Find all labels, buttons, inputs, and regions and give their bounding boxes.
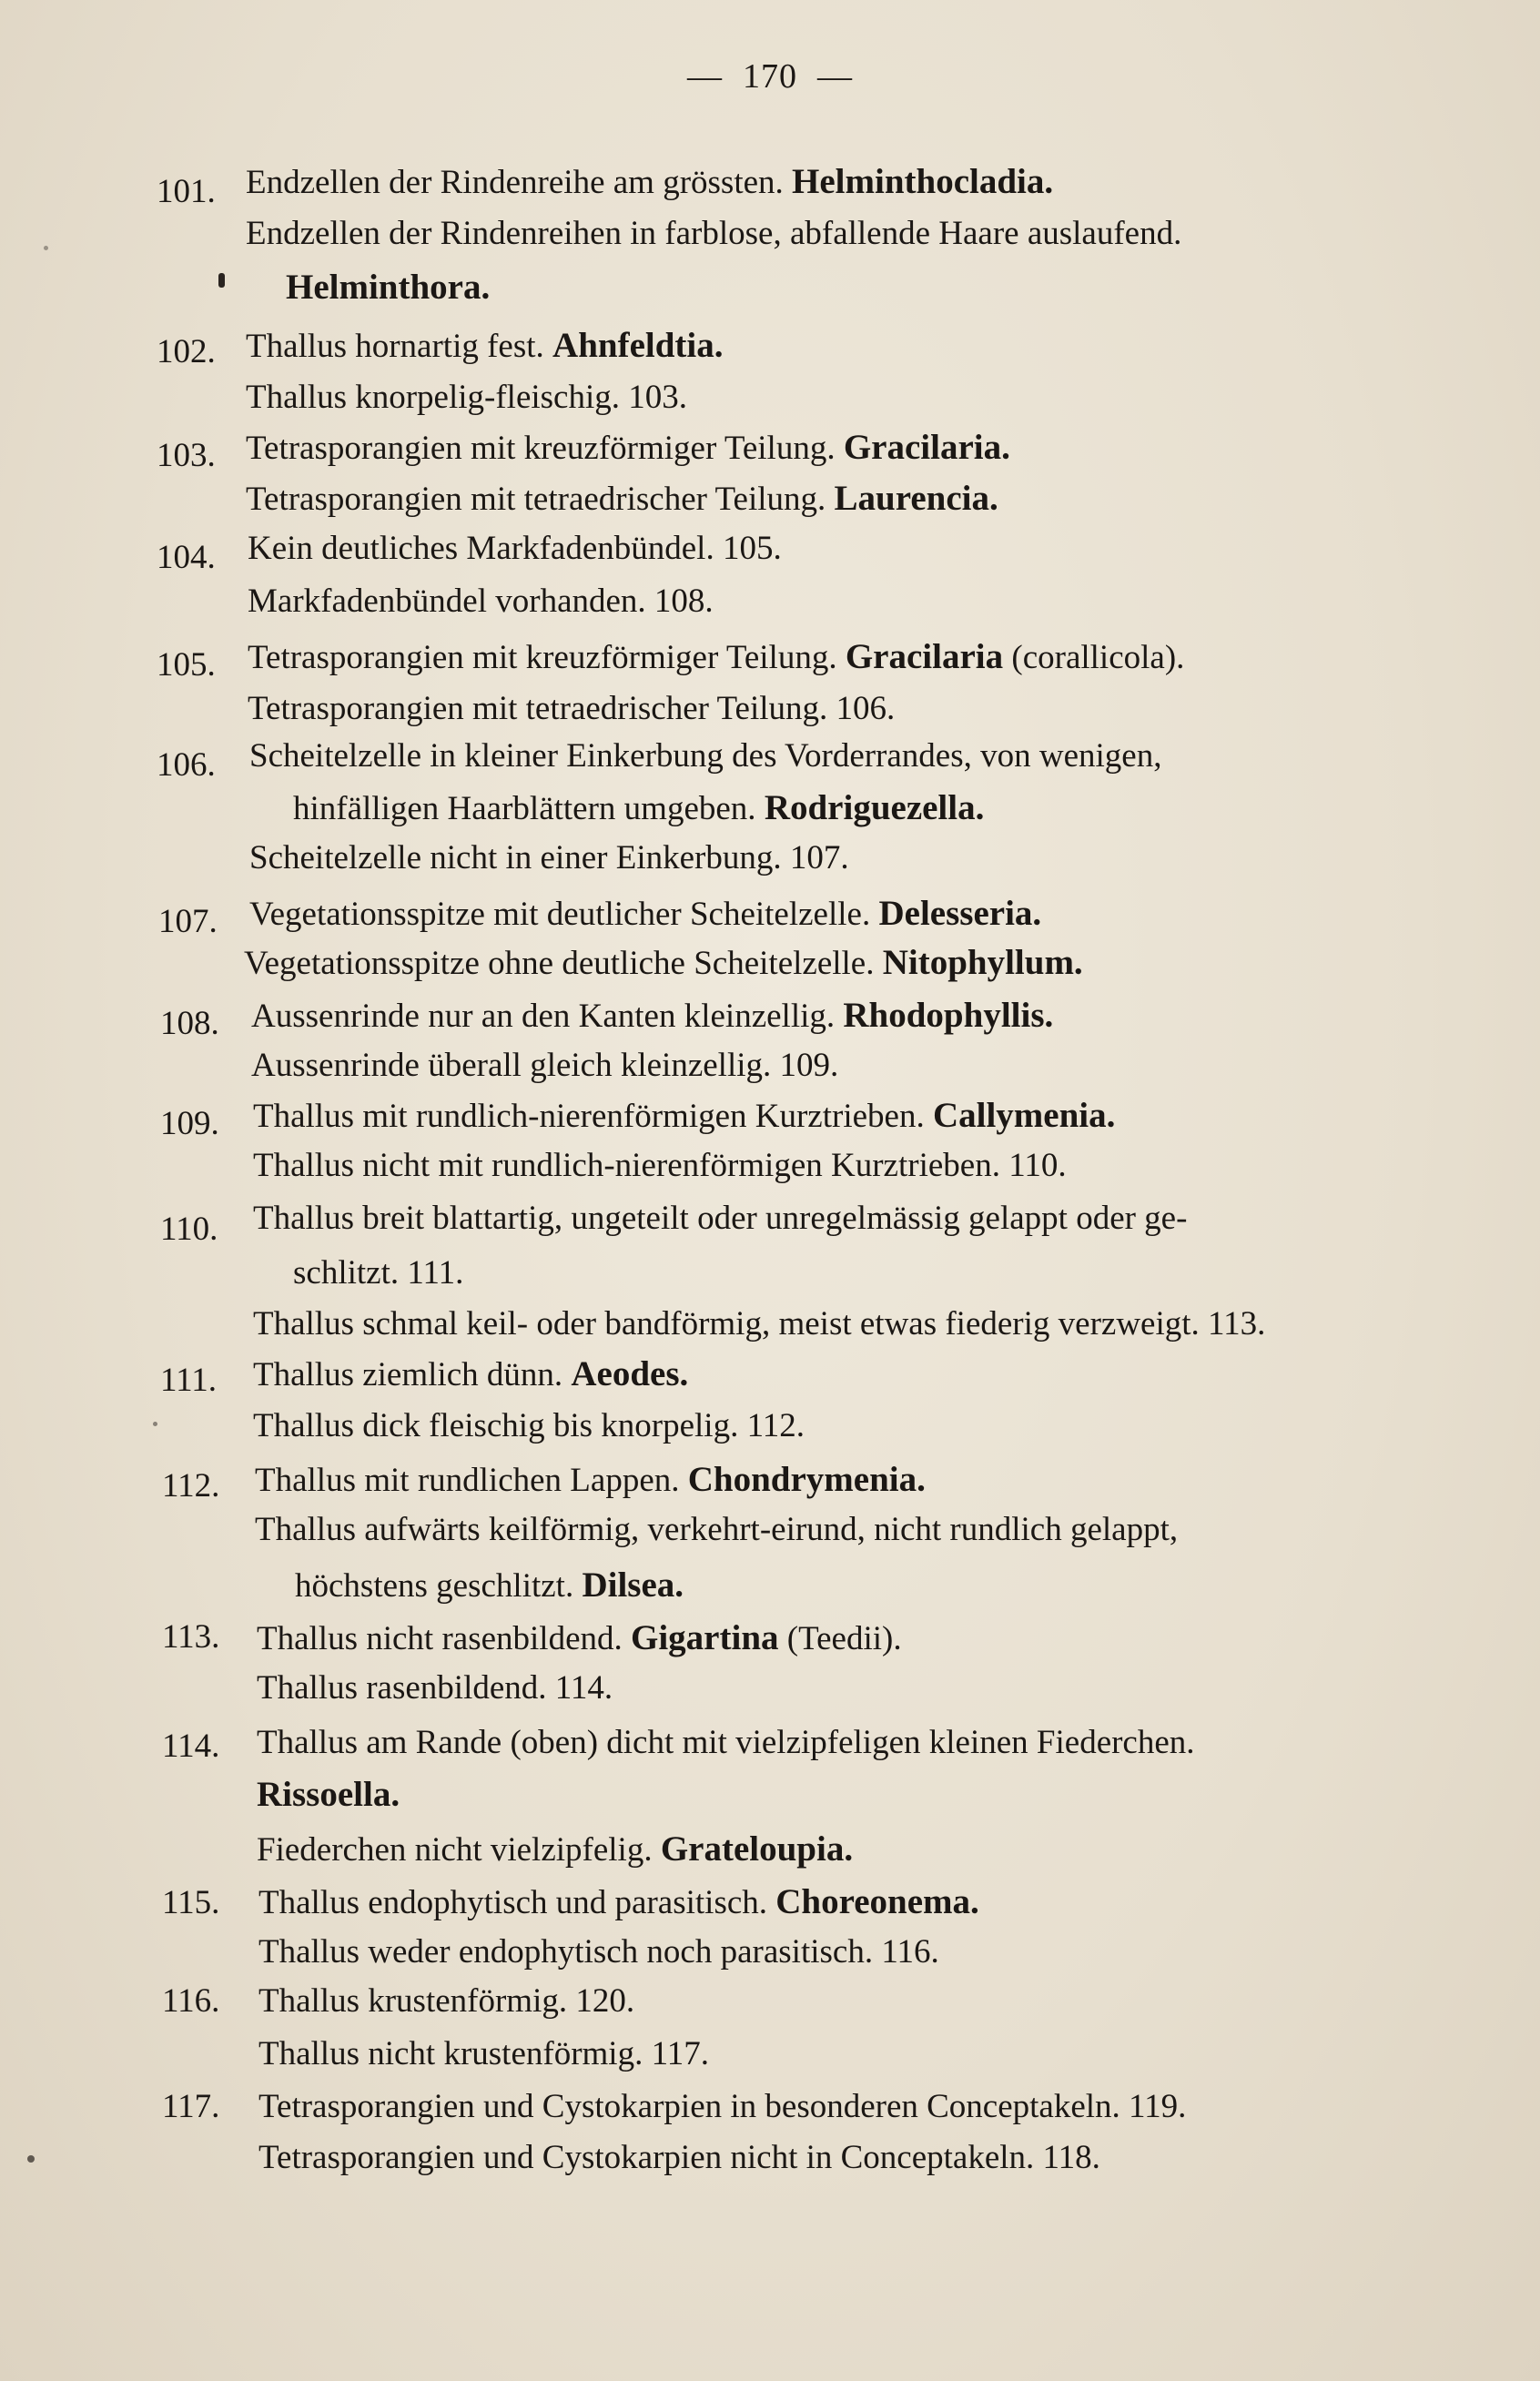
page-number-value: 170 [743,57,797,96]
entry-text: Thallus breit blattartig, ungeteilt oder unregelmässig gelappt oder ge- [253,1200,1188,1237]
entry-text: Tetrasporangien mit tetraedrischer Teilung. 106. [248,690,896,727]
genus-name: Gracilaria. [843,428,1010,467]
genus-name: Rhodophyllis. [843,996,1054,1035]
entry-line [293,790,984,826]
entry-line [257,1831,853,1867]
entry-line [258,1935,939,1969]
entry-number: 108. [160,1005,219,1042]
entry-line [253,1149,1067,1182]
entry-line [295,1567,684,1603]
entry-text: Tetrasporangien mit kreuzförmiger Teilung. [246,430,836,467]
entry-line [258,1984,634,2018]
entry-line [258,2090,1186,2123]
entry-line [258,2141,1100,2174]
entry-line [257,1620,902,1656]
entry-text: Scheitelzelle nicht in einer Einkerbung. 107. [249,839,849,876]
entry-text: Thallus dick fleischig bis knorpelig. 112. [253,1407,805,1444]
entry-line [253,1201,1187,1235]
entry-line [248,532,782,565]
genus-name: Delesseria. [878,894,1042,933]
entry-text: Thallus knorpelig-fleischig. 103. [246,379,688,416]
genus-name: Callymenia. [932,1096,1116,1135]
entry-line [248,584,714,618]
genus-name: Grateloupia. [660,1829,854,1869]
entry-number: 110. [160,1211,218,1248]
entry-line [255,1462,926,1497]
entry-line [249,841,849,875]
entry-line [257,1777,400,1812]
genus-name: Ahnfeldtia. [552,326,724,365]
entry-text: Thallus krustenförmig. 120. [258,1982,635,2020]
entry-line [286,269,490,305]
ink-speck [218,273,225,288]
entry-text: Thallus endophytisch und parasitisch. [258,1884,768,1921]
entry-text: Thallus schmal keil- oder bandförmig, meist etwas fiederig verzweigt. 113. [253,1305,1266,1342]
entry-line [258,2037,709,2071]
entry-line [253,1307,1265,1341]
genus-name: Laurencia. [834,479,998,518]
entry-number: 114. [162,1727,220,1765]
ink-speck [153,1422,157,1426]
entry-text: schlitzt. 111. [293,1254,464,1292]
entry-line [246,380,687,414]
genus-name: Chondrymenia. [687,1460,926,1499]
page-number-dash-left: — [687,57,723,96]
entry-number: 115. [162,1884,220,1921]
genus-name: Rissoella. [257,1775,400,1814]
entry-number: 116. [162,1982,220,2020]
entry-line [251,998,1053,1033]
entry-text: Thallus weder endophytisch noch parasitisch. 116. [258,1933,939,1971]
entry-text: Aussenrinde überall gleich kleinzellig. 109. [251,1047,839,1084]
entry-text: Tetrasporangien mit kreuzförmiger Teilung. [248,639,837,676]
entry-text: Vegetationsspitze ohne deutliche Scheitelzelle. [244,945,875,982]
ink-speck [44,246,48,250]
entry-text: Thallus nicht rasenbildend. [257,1620,623,1657]
entry-text: Thallus aufwärts keilförmig, verkehrt-eirund, nicht rundlich gelappt, [255,1511,1179,1548]
entry-text: Endzellen der Rindenreihen in farblose, abfallende Haare auslaufend. [246,215,1182,252]
entry-number: 112. [162,1467,220,1505]
entry-text: Markfadenbündel vorhanden. 108. [248,583,714,620]
entry-text: Scheitelzelle in kleiner Einkerbung des Vorderrandes, von wenigen, [249,737,1162,775]
genus-name: Aeodes. [571,1354,689,1393]
entry-text: Thallus mit rundlich-nierenförmigen Kurztrieben. [253,1098,925,1135]
genus-name: Nitophyllum. [882,943,1083,982]
entry-text: Tetrasporangien mit tetraedrischer Teilung. [246,481,826,518]
ink-speck [27,2155,35,2163]
genus-name: Gigartina [631,1618,779,1657]
genus-name: Helminthocladia. [792,162,1054,201]
genus-name: Dilsea. [582,1565,684,1605]
entry-line [253,1098,1115,1133]
entry-number: 107. [158,903,218,940]
entry-line [249,896,1041,931]
entry-line [253,1356,688,1392]
entry-line [255,1513,1178,1546]
genus-name: Choreonema. [775,1882,979,1921]
genus-name: Gracilaria [845,637,1004,676]
entry-line [257,1671,613,1705]
entry-text: Thallus nicht krustenförmig. 117. [258,2035,709,2072]
genus-name: Rodriguezella. [764,788,985,827]
entry-text: Thallus am Rande (oben) dicht mit vielzipfeligen kleinen Fiederchen. [257,1724,1195,1761]
entry-number: 102. [157,333,216,370]
entry-text: Thallus ziemlich dünn. [253,1356,563,1393]
entry-number: 104. [157,539,216,576]
entry-line [258,1884,979,1920]
entry-line [248,692,895,725]
entry-line [246,164,1053,199]
entry-text: hinfälligen Haarblättern umgeben. [293,790,756,827]
entry-number: 103. [157,437,216,474]
entry-text: Aussenrinde nur an den Kanten kleinzellig. [251,998,836,1035]
entry-line [257,1726,1195,1759]
entry-text-after: (Teedii). [786,1620,902,1657]
entry-line [253,1409,805,1443]
entry-text: Thallus hornartig fest. [246,328,544,365]
entry-number: 111. [160,1362,218,1399]
entry-text: Kein deutliches Markfadenbündel. 105. [248,530,782,567]
entry-text: höchstens geschlitzt. [295,1567,574,1605]
entry-text: Thallus nicht mit rundlich-nierenförmigen Kurztrieben. 110. [253,1147,1067,1184]
entry-number: 109. [160,1105,219,1142]
entry-number: 106. [157,746,216,784]
entry-line [248,639,1184,674]
entry-text: Endzellen der Rindenreihe am grössten. [246,164,784,201]
entry-text: Fiederchen nicht vielzipfelig. [257,1831,653,1869]
entry-line [246,481,998,516]
entry-line [251,1049,838,1082]
page-number-dash-right: — [817,57,853,96]
entry-text-after: (corallicola). [1011,639,1185,676]
entry-line [246,430,1010,465]
entry-text: Vegetationsspitze mit deutlicher Scheitelzelle. [249,896,871,933]
entry-line [244,945,1083,980]
entry-line [293,1256,463,1290]
entry-text: Thallus mit rundlichen Lappen. [255,1462,680,1499]
entry-number: 105. [157,646,216,684]
page-number [0,56,1540,96]
entry-text: Tetrasporangien und Cystokarpien nicht in Conceptakeln. 118. [258,2139,1100,2176]
entry-number: 101. [157,173,216,210]
entry-text: Thallus rasenbildend. 114. [257,1669,613,1707]
entry-line [246,217,1181,250]
entry-number: 117. [162,2088,220,2125]
entry-number: 113. [162,1618,220,1656]
entry-line [246,328,723,363]
genus-name: Helminthora. [286,268,491,307]
entry-line [249,739,1161,773]
entry-text: Tetrasporangien und Cystokarpien in besonderen Conceptakeln. 119. [258,2088,1187,2125]
